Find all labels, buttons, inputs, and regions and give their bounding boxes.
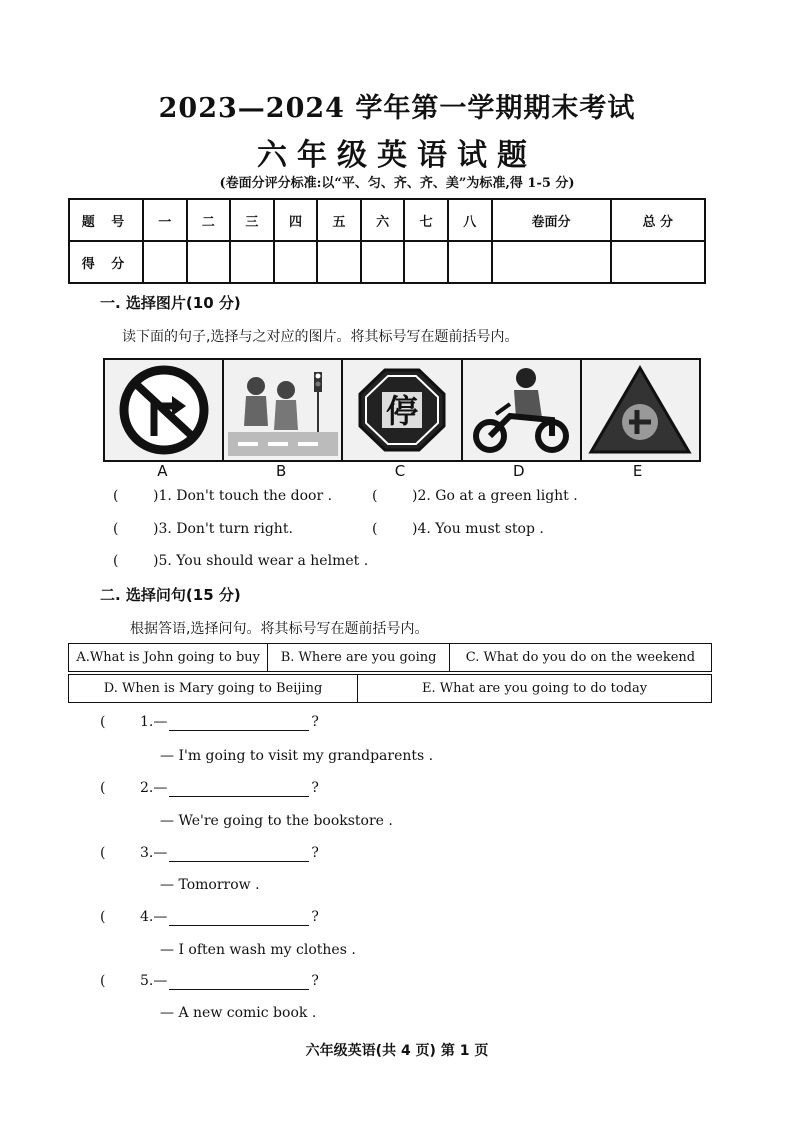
section1-heading: 一. 选择图片(10 分) [100, 294, 241, 312]
score-cell: 五 [317, 199, 361, 241]
stop-sign-character: 停 [385, 392, 419, 430]
score-cell: 四 [274, 199, 318, 241]
option-a: A.What is John going to buy [69, 644, 268, 671]
question-text: 3. Don't turn right. [158, 521, 293, 537]
section2-instruction: 根据答语,选择问句。将其标号写在题前括号内。 [130, 621, 429, 637]
answer-bracket[interactable]: ( [113, 521, 119, 537]
stop-sign-icon [352, 364, 452, 456]
picture-d [463, 360, 582, 460]
score-table-score-row [69, 241, 705, 283]
dialogue-answer: — Tomorrow . [160, 877, 260, 893]
answer-blank[interactable] [169, 909, 309, 926]
pedestrians-crossing-icon [228, 364, 338, 456]
section2-heading: 二. 选择问句(15 分) [100, 586, 241, 604]
dialogue-answer: — I'm going to visit my grandparents . [160, 748, 434, 764]
answer-bracket-close: ) [412, 488, 418, 504]
warning-triangle-sign-icon [585, 364, 695, 456]
picture-letter: A [157, 462, 168, 480]
answer-bracket-close: ) [153, 488, 159, 504]
dialogue-question [100, 780, 319, 797]
dialogue-answer: — A new comic book . [160, 1005, 317, 1021]
item-number: 4. [140, 909, 154, 925]
score-table-header-row [69, 199, 705, 241]
option-b: B. Where are you going [268, 644, 449, 671]
picture-letter: E [632, 462, 643, 480]
dialogue-question [100, 973, 319, 990]
question-text: 1. Don't touch the door . [158, 488, 333, 504]
dialogue-question [100, 845, 319, 862]
item-number: 2. [140, 780, 154, 796]
answer-bracket-close: ) [153, 521, 159, 537]
score-input-cell[interactable] [361, 241, 405, 283]
answer-bracket[interactable]: ( [100, 714, 106, 730]
question-mark: ? [311, 714, 319, 730]
score-cell: 二 [187, 199, 231, 241]
score-row-label: 得 分 [69, 241, 143, 283]
answer-bracket[interactable]: ( [113, 553, 119, 569]
picture-a [105, 360, 224, 460]
picture-letter: B [276, 462, 287, 480]
score-input-cell[interactable] [611, 241, 705, 283]
answer-bracket[interactable]: ( [372, 488, 378, 504]
score-input-cell[interactable] [187, 241, 231, 283]
options-row [68, 674, 712, 703]
score-cell: 三 [230, 199, 274, 241]
answer-bracket[interactable]: ( [100, 973, 106, 989]
dialogue-answer: — We're going to the bookstore . [160, 813, 393, 829]
dash: — [153, 714, 168, 730]
question-text: 5. You should wear a helmet . [158, 553, 369, 569]
score-cell: 七 [404, 199, 448, 241]
picture-strip [103, 358, 701, 462]
options-row [68, 643, 712, 672]
question-mark: ? [311, 973, 319, 989]
question-mark: ? [311, 780, 319, 796]
section1-instruction: 读下面的句子,选择与之对应的图片。将其标号写在题前括号内。 [122, 329, 519, 345]
answer-blank[interactable] [169, 780, 309, 797]
dash: — [153, 973, 168, 989]
picture-letters [103, 462, 697, 480]
picture-letter: C [394, 462, 406, 480]
dialogue-question [100, 714, 319, 731]
score-input-cell[interactable] [317, 241, 361, 283]
picture-c [343, 360, 462, 460]
score-input-cell[interactable] [143, 241, 187, 283]
score-cell: 总 分 [611, 199, 705, 241]
picture-b [224, 360, 343, 460]
item-number: 3. [140, 845, 154, 861]
question-item [113, 521, 293, 537]
dash: — [153, 909, 168, 925]
question-item [372, 488, 578, 504]
score-cell: 六 [361, 199, 405, 241]
score-cell: 八 [448, 199, 492, 241]
option-e: E. What are you going to do today [421, 681, 648, 696]
answer-bracket-close: ) [153, 553, 159, 569]
option-d: D. When is Mary going to Beijing [69, 675, 358, 702]
answer-blank[interactable] [169, 714, 309, 731]
question-mark: ? [311, 845, 319, 861]
question-item [372, 521, 544, 537]
score-input-cell[interactable] [404, 241, 448, 283]
exam-title: 2023—2024 学年第一学期期末考试 [158, 93, 636, 124]
dash: — [153, 780, 168, 796]
answer-blank[interactable] [169, 973, 309, 990]
item-number: 5. [140, 973, 154, 989]
answer-bracket[interactable]: ( [372, 521, 378, 537]
answer-bracket[interactable]: ( [100, 780, 106, 796]
question-item [113, 488, 332, 504]
score-table [68, 198, 706, 284]
option-c: C. What do you do on the weekend [465, 650, 696, 665]
answer-blank[interactable] [169, 845, 309, 862]
picture-letter: D [513, 462, 525, 480]
question-mark: ? [311, 909, 319, 925]
score-cell: 题 号 [69, 199, 143, 241]
answer-bracket-close: ) [412, 521, 418, 537]
dialogue-question [100, 909, 319, 926]
question-item [113, 553, 368, 569]
score-input-cell[interactable] [274, 241, 318, 283]
answer-bracket[interactable]: ( [100, 909, 106, 925]
answer-bracket[interactable]: ( [100, 845, 106, 861]
dialogue-answer: — I often wash my clothes . [160, 942, 356, 958]
dash: — [153, 845, 168, 861]
motorcycle-helmet-icon [466, 364, 576, 456]
grading-note: (卷面分评分标准:以“平、匀、齐、齐、美”为标准,得 1-5 分) [219, 176, 575, 191]
answer-bracket[interactable]: ( [113, 488, 119, 504]
options-box [68, 643, 712, 703]
question-text: 2. Go at a green light . [417, 488, 578, 504]
score-input-cell[interactable] [448, 241, 492, 283]
page-footer: 六年级英语(共 4 页) 第 1 页 [305, 1043, 489, 1059]
score-cell: 卷面分 [492, 199, 611, 241]
question-text: 4. You must stop . [417, 521, 544, 537]
item-number: 1. [140, 714, 154, 730]
score-cell: 一 [143, 199, 187, 241]
score-input-cell[interactable] [230, 241, 274, 283]
picture-e [582, 360, 699, 460]
exam-subtitle: 六年级英语试题 [257, 138, 537, 173]
score-input-cell[interactable] [492, 241, 611, 283]
no-right-turn-sign-icon [114, 364, 214, 456]
